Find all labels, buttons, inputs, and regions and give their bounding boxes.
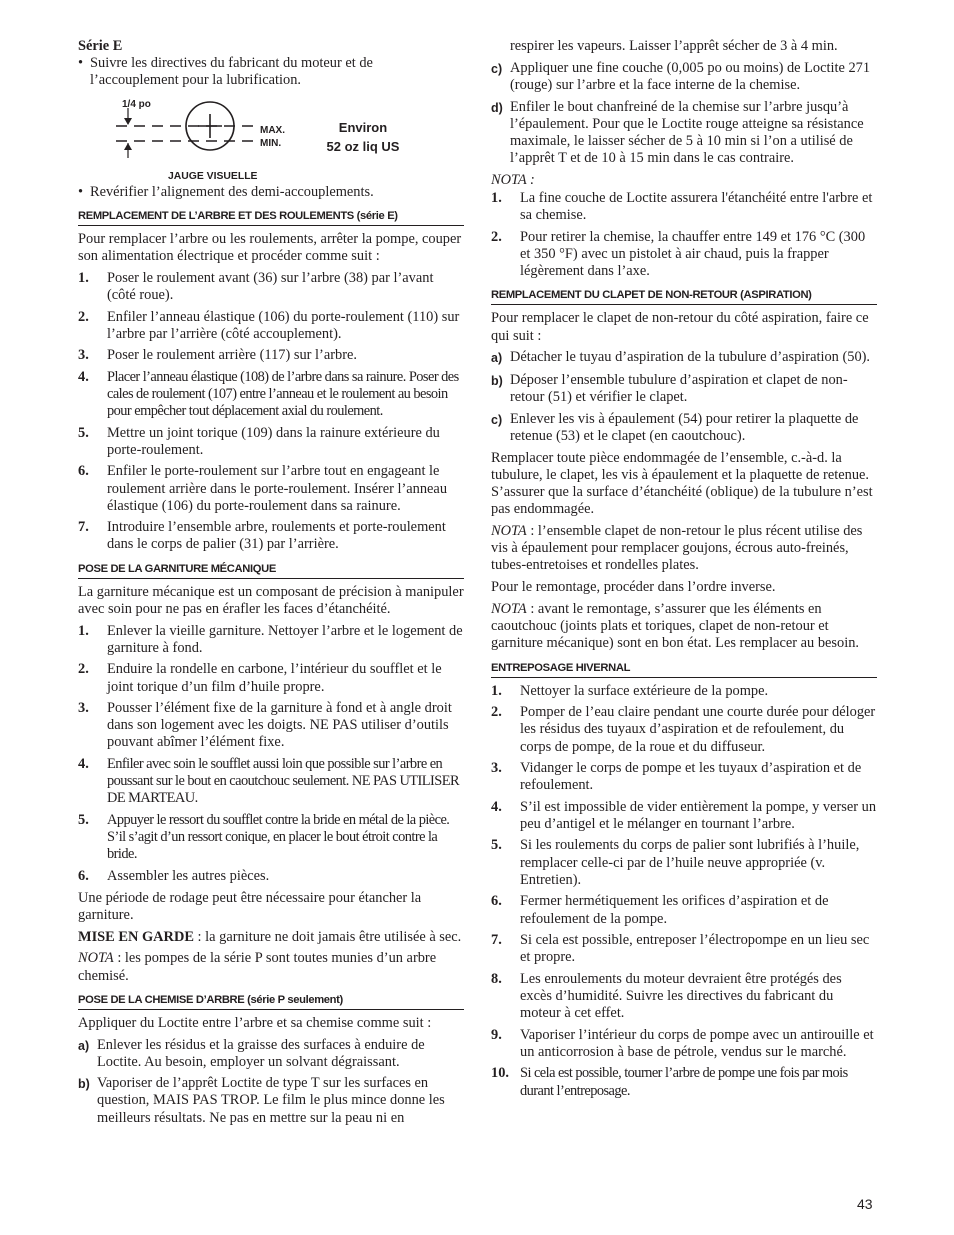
list-item: 3. Poser le roulement arrière (117) sur l’arbre. [78,347,357,364]
list-item: a) Enlever les résidus et la graisse des surfaces à enduire de Loctite. Au besoin, employer un solvant dégraissant. [78,1036,425,1070]
list-item: 8. Les enroulements du moteur devraient être protégés des excès d’humidité. Suivre les directives du fabricant du moteur à cet effet. [491,970,842,1022]
gauge-fraction-label: 1/4 po [122,98,151,110]
sight-gauge-icon [114,94,264,166]
section-heading-shaft-sleeve: POSE DE LA CHEMISE D’ARBRE (série P seulement) [78,993,464,1010]
list-item: 5. Mettre un joint torique (109) dans la rainure extérieure du porte-roulement. [78,424,440,458]
list-check-valve [491,349,877,445]
list-item: 4. Enfiler avec soin le soufflet aussi loin que possible sur l’arbre en poussant sur le bout en caoutchouc seulement. NE PAS UTILISER DE MARTEAU. [78,755,460,807]
list-item: 1. Nettoyer la surface extérieure de la pompe. [491,682,769,699]
list-item: 2. Pomper de l’eau claire pendant une courte durée pour déloger les résidus des tuyaux d’aspiration et de refoulement, du corps de pompe, de la roue et du diffuseur. [491,704,876,755]
sight-gauge-figure [78,94,464,182]
replace-note: Remplacer toute pièce endommagée de l’ensemble, c.-à-d. la tubulure, le clapet, les vis à épaulement et la plaquette de retenue. S’assurer que la surface d’étanchéité (oblique) de la tubulure n’est pas endommagée. [491,449,873,518]
nota-note: NOTA : avant le remontage, s’assurer que les éléments en caoutchouc (joints plats et toriques, clapet de non-retour et garniture mécanique) sont en bon état. Les remplacer au besoin. [491,601,860,652]
section-intro: La garniture mécanique est un composant de précision à manipuler avec soin pour ne pas en érafler les faces d’étanchéité. [78,583,464,617]
serie-e-label: Série E [78,38,123,54]
remontage-note: Pour le remontage, procéder dans l’ordre inverse. [491,579,776,596]
list-item: a) Détacher le tuyau d’aspiration de la tubulure d’aspiration (50). [491,349,871,366]
section-intro: Pour remplacer le clapet de non-retour du côté aspiration, faire ce qui suit : [491,310,869,344]
section-heading-shaft-bearings: REMPLACEMENT DE L’ARBRE ET DES ROULEMENTS (série E) [78,209,464,226]
gauge-min-label: MIN. [260,137,282,149]
bullet-dot: • [78,183,84,200]
list-item: 7. Si cela est possible, entreposer l’électropompe en un lieu sec et propre. [491,932,870,966]
list-item: 1. Poser le roulement avant (36) sur l’arbre (38) par l’avant (côté roue). [78,269,434,304]
list-item: b) Déposer l’ensemble tubulure d’aspiration et clapet de non-retour (51) et vérifier le clapet. [491,371,848,406]
section-heading-mechanical-seal: POSE DE LA GARNITURE MÉCANIQUE [78,562,464,579]
gauge-caption: JAUGE VISUELLE [168,170,258,182]
section-heading-check-valve: REMPLACEMENT DU CLAPET DE NON-RETOUR (ASPIRATION) [491,288,877,305]
list-mechanical-seal [78,623,464,885]
realign-bullet: • Revérifier l’alignement des demi-accouplements. [78,183,374,200]
list-item: 3. Vidanger le corps de pompe et les tuyaux d’aspiration et de refoulement. [491,760,862,794]
list-item: c) Appliquer une fine couche (0,005 po ou moins) de Loctite 271 (rouge) sur l’arbre et la face interne de la chemise. [491,59,871,93]
list-item: 2. Enduire la rondelle en carbone, l’intérieur du soufflet et le joint torique d’un film d’huile propre. [78,661,442,695]
list-item: 6. Enfiler le porte-roulement sur l’arbre tout en engageant le roulement arrière dans le porte-roulement. Insérer l’anneau élastique (106) du porte-roulement dans sa rainure. [78,463,448,514]
rodage-note: Une période de rodage peut être nécessaire pour étancher la garniture. [78,889,422,923]
gauge-level-labels [260,124,285,150]
list-item: 4. Placer l’anneau élastique (108) de l’arbre dans sa rainure. Poser des cales de roulement (107) entre l’anneau et le roulement au besoin pour empêcher tout déplacement axial du roulement. [78,368,459,420]
page-number: 43 [857,1196,873,1212]
nota-note: NOTA : les pompes de la série P sont toutes munies d’un arbre chemisé. [78,950,437,984]
list-shaft-sleeve [78,1037,464,1127]
list-shaft-bearings [78,270,464,554]
list-item: 7. Introduire l’ensemble arbre, roulements et porte-roulement dans le corps de palier (31) par l’arrière. [78,519,446,553]
section-intro: Pour remplacer l’arbre ou les roulements, arrêter la pompe, couper son alimentation électrique et procéder comme suit : [78,230,462,265]
list-item: 6. Fermer hermétiquement les orifices d’aspiration et de refoulement de la pompe. [491,893,829,927]
lubrication-bullet: • Suivre les directives du fabricant du moteur et de l’accouplement pour la lubrification. [78,55,373,89]
list-item-continuation: respirer les vapeurs. Laisser l’apprêt sécher de 3 à 4 min. [510,38,838,54]
list-item: 9. Vaporiser l’intérieur du corps de pompe avec un antirouille et un anticorrosion à base de pétrole, vendus sur le marché. [491,1026,874,1060]
list-item: 6. Assembler les autres pièces. [78,867,270,884]
list-item: 1. La fine couche de Loctite assurera l'étanchéité entre l'arbre et sa chemise. [491,190,873,224]
list-shaft-sleeve-cont [491,60,877,168]
right-column [491,38,877,1104]
gauge-capacity: Environ 52 oz liq US [326,119,400,154]
bullet-dot: • [78,55,84,72]
list-item: 3. Pousser l’élément fixe de la garniture à fond et à angle droit dans son logement avec les doigts. NE PAS utiliser d’outils pouvant abîmer l’élément fixe. [78,700,452,751]
list-winter-storage [491,683,877,1100]
nota-note: NOTA : l’ensemble clapet de non-retour le plus récent utilise des vis à épaulement pour remplacer goujons, écrous auto-freinés, tubes-entretoises et rondelles plates. [491,523,863,574]
list-item: b) Vaporiser de l’apprêt Loctite de type T sur les surfaces en question, MAIS PAS TROP. Le film le plus mince donne les meilleurs résultats. Ne pas en mettre sur la peau ni en [78,1075,445,1126]
list-item: d) Enfiler le bout chanfreiné de la chemise sur l’arbre jusqu’à l’épaulement. Pour que le Loctite rouge atteigne sa résistance maximale, le laisser sécher de 5 à 10 min si l’on a utilisé de l’apprêt T et de 10 à 15 min dans le cas contraire. [491,98,864,167]
list-item: 5. Si les roulements du corps de palier sont lubrifiés à l’huile, remplacer celle-ci par de l’huile neuve appropriée (v. Entretien). [491,837,860,888]
list-item: 2. Pour retirer la chemise, la chauffer entre 149 et 176 °C (300 et 350 °F) avec un pistolet à air chaud, puis la frapper légèrement dans l’axe. [491,228,866,280]
warning-note: MISE EN GARDE : la garniture ne doit jamais être utilisée à sec. [78,928,462,945]
section-heading-winter-storage: ENTREPOSAGE HIVERNAL [491,661,877,678]
section-intro: Appliquer du Loctite entre l’arbre et sa chemise comme suit : [78,1014,432,1031]
left-column [78,38,464,1131]
nota-label: NOTA : [491,171,535,188]
list-item: 10. Si cela est possible, tourner l’arbre de pompe une fois par mois durant l’entreposage. [491,1065,848,1099]
list-item: 4. S’il est impossible de vider entièrement la pompe, y verser un peu d’antigel et le mélanger en tournant l’arbre. [491,798,877,832]
gauge-max-label: MAX. [260,124,285,136]
list-item: c) Enlever les vis à épaulement (54) pour retirer la plaquette de retenue (53) et le clapet (en caoutchouc). [491,410,859,444]
list-item: 2. Enfiler l’anneau élastique (106) du porte-roulement (110) sur l’arbre par l’arrière (côté accouplement). [78,308,460,342]
list-item: 1. Enlever la vieille garniture. Nettoyer l’arbre et le logement de garniture à fond. [78,622,463,656]
list-nota [491,190,877,280]
list-item: 5. Appuyer le ressort du soufflet contre la bride en métal de la pièce. S’il s’agit d’un ressort conique, en placer le bout étroit contre la bride. [78,811,450,863]
